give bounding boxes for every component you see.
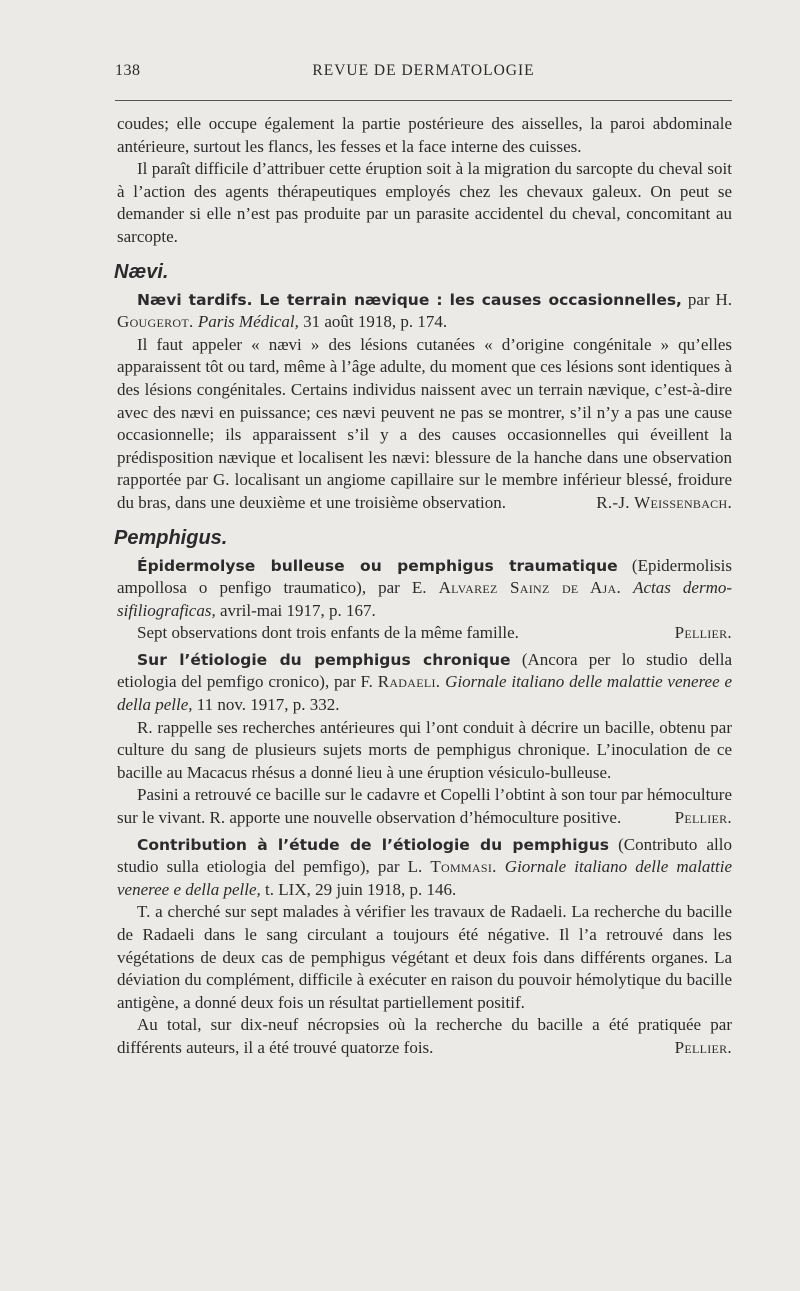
article-text: R. rappelle ses recherches antérieures qui l’ont conduit à décrire un bacille, obtenu par culture du sang de plusieurs sujets morts de pemphigus chronique. L’inoculation de ce bacille au Macacus rhésus a donné lieu à une éruption vésiculo-bulleuse.: [117, 717, 732, 782]
section-title-naevi: Nævi.: [114, 260, 169, 283]
author: Gougerot.: [117, 312, 194, 332]
article-title: Sur l’étiologie du pemphigus chronique: [137, 650, 511, 669]
journal: Giornale italiano delle malattie veneree e della pelle,: [117, 857, 733, 899]
article-text: Au total, sur dix-neuf nécropsies où la recherche du bacille a été pratiquée par différents auteurs, il a été trouvé quatorze fois. Pellier.: [117, 1014, 732, 1059]
article-text: Pasini a retrouvé ce bacille sur le cadavre et Copelli l’obtint à son tour par hémoculture sur le vivant. R. apporte une nouvelle observation d’hémoculture positive. Pellier.: [117, 784, 732, 829]
original-title: (Contributo allo studio sulla etiologia del pemfigo), par L.: [117, 834, 733, 877]
page-number: 138: [115, 62, 141, 79]
byline: par H.: [687, 289, 732, 309]
article-heading: [117, 649, 732, 717]
signature: R.-J. Weissenbach.: [596, 492, 732, 512]
original-title: (Ancora per lo studio della etiologia del pemfigo cronico), par F.: [117, 649, 733, 692]
article-text: T. a cherché sur sept malades à vérifier les travaux de Radaeli. La recherche du bacille de Radaeli dans le sang circulant a toujours été négative. Il l’a retrouvé dans les végétations de deux cas de pemphigus végétant et deux fois dans différents organes. La déviation du complément, difficile à exécuter en raison du pouvoir hémolytique du bacille antigène, a donné deux fois un résultat partiellement positif.: [117, 902, 732, 1012]
article-text: Sept observations dont trois enfants de la même famille. Pellier.: [117, 622, 732, 645]
journal: Actas dermo-sifiliograficas,: [117, 578, 733, 620]
reference: 31 août 1918, p. 174.: [303, 312, 448, 332]
running-header: [115, 62, 732, 88]
running-title: REVUE DE DERMATOLOGIE: [312, 62, 535, 79]
signature: Pellier.: [674, 808, 732, 828]
section-title-pemphigus: Pemphigus.: [114, 526, 228, 549]
article-title: Nævi tardifs. Le terrain nævique : les causes occasionnelles,: [137, 290, 682, 309]
author: Tommasi.: [430, 857, 497, 877]
original-title: (Epidermolisis ampollosa o penfigo traumatico), par E.: [117, 555, 733, 598]
article-title: Contribution à l’étude de l’étiologie du pemphigus: [137, 835, 609, 854]
author: Alvarez Sainz de Aja.: [438, 578, 622, 598]
intro-paragraph-1: coudes; elle occupe également la partie postérieure des aisselles, la paroi abdominale antérieure, surtout les flancs, les fesses et la face interne des cuisses.: [117, 114, 732, 156]
article-naevi-tardifs: [117, 289, 732, 515]
reference: t. LIX, 29 juin 1918, p. 146.: [265, 879, 457, 899]
article-heading: [117, 555, 732, 623]
article-title: Épidermolyse bulleuse ou pemphigus traumatique: [137, 556, 618, 575]
signature: Pellier.: [674, 1037, 732, 1057]
reference: avril-mai 1917, p. 167.: [219, 600, 376, 620]
page-body: [114, 113, 733, 1060]
article-heading: [117, 289, 732, 334]
article-etiologie-chronique: [117, 649, 732, 830]
article-text: Il faut appeler « nævi » des lésions cutanées « d’origine congénitale » qu’elles apparaissent tôt ou tard, même à l’âge adulte, du moment que ces lésions sont identiques à des lésions congénitales. Certains individus naissent avec un terrain nævique, c’est-à-dire avec des nævi en puissance; ces nævi peuvent ne pas se montrer, s’il n’y a pas une cause occasionnelle; ils apparaissent s’il y a des causes occasionnelles qui éveillent la prédisposition nævique et localisent les nævi: blessure de la hanche dans une observation rapportée par G. localisant un angiome capillaire sur le membre inférieur blessé, froidure du bras, dans une deuxième et une troisième observation. R.-J. Weissenbach.: [117, 334, 732, 515]
signature: Pellier.: [674, 623, 732, 643]
article-heading: [117, 834, 732, 902]
reference: 11 nov. 1917, p. 332.: [196, 695, 340, 715]
article-contribution-etiologie: [117, 834, 732, 1060]
author: Radaeli.: [377, 672, 441, 692]
article-epidermolyse: [117, 555, 732, 645]
intro-paragraph-2: Il paraît difficile d’attribuer cette éruption soit à la migration du sarcopte du cheval soit à l’action des agents thérapeutiques employés chez les chevaux galeux. On peut se demander si elle n’est pas produite par un parasite accidentel du cheval, concomitant au sarcopte.: [117, 159, 732, 246]
journal: Paris Médical,: [197, 312, 299, 332]
header-rule: [115, 100, 732, 101]
journal: Giornale italiano delle malattie veneree e della pelle,: [117, 672, 733, 715]
